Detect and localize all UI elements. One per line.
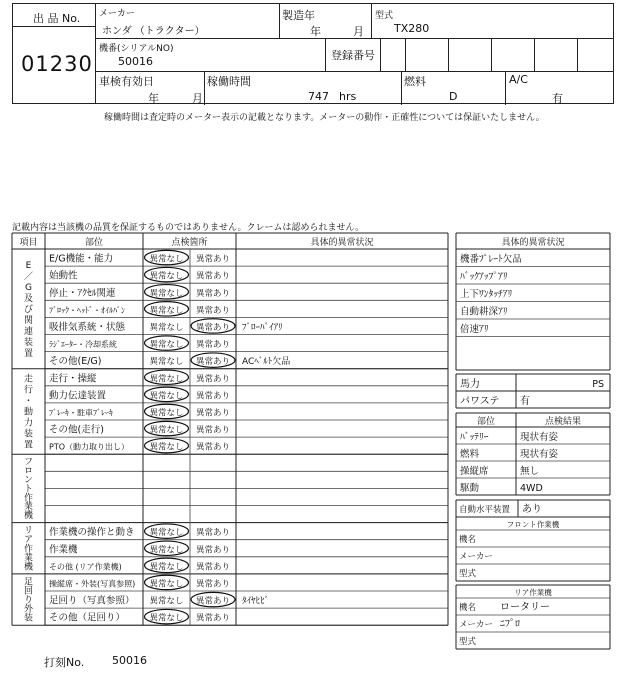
abnormal-label: 異常あり (195, 579, 231, 590)
abnormal-label: 異常あり (195, 528, 231, 539)
operating-hours-unit: hrs (339, 90, 357, 103)
abnormal-label: 異常あり (195, 613, 231, 624)
right-detail-header: 具体的異常状況 (501, 238, 565, 248)
normal-label: 異常なし (149, 357, 184, 368)
abnormal-label: 異常あり (195, 442, 231, 453)
group-label: リア作業機 (23, 526, 34, 573)
row-part-label: 作業機の操作と動き (49, 527, 135, 539)
auto-level-value: あり (522, 504, 542, 515)
normal-label: 異常なし (149, 613, 184, 624)
hours-note: 稼働時間は査定時のメーター表示の記載となります。メーターの動作・正確性については保証いたしません。 (104, 113, 545, 123)
row-detail: ACﾍﾞﾙﾄ欠品 (242, 357, 291, 368)
check-result: 4WD (520, 483, 543, 494)
front-implement-row-label: メーカー (459, 552, 493, 562)
abnormal-label: 異常あり (195, 288, 231, 299)
rear-implement-row-label: メーカー (459, 620, 493, 630)
model-label: 型式 (375, 11, 394, 21)
fuel-value: D (449, 90, 458, 103)
front-implement-row-label: 型式 (459, 569, 477, 579)
row-part-label: その他 (リア作業機) (49, 562, 122, 572)
check-result: 現状有姿 (520, 449, 559, 460)
checks-header-part: 部位 (476, 417, 496, 427)
row-part-label: ﾌﾞﾚｰｷ・駐車ﾌﾞﾚｰｷ (49, 408, 113, 418)
operating-hours-label: 稼働時間 (207, 75, 251, 88)
normal-label: 異常なし (149, 322, 184, 333)
maker-label: メーカー (99, 9, 135, 19)
row-part-label: E/G機能・能力 (49, 253, 114, 265)
abnormal-label: 異常あり (195, 340, 231, 351)
abnormal-label: 異常あり (195, 562, 231, 573)
abnormal-label: 異常あり (195, 357, 231, 368)
col-header-check: 点検箇所 (171, 238, 208, 248)
col-header-detail: 具体的異常状況 (310, 238, 374, 248)
manufacture-month-unit: 月 (353, 25, 364, 38)
col-header-part: 部位 (84, 238, 104, 248)
normal-label: 異常なし (149, 562, 184, 573)
abnormal-label: 異常あり (195, 545, 231, 556)
horsepower-label: 馬力 (460, 379, 480, 390)
normal-label: 異常なし (149, 254, 184, 265)
group-label: 足回り外装 (23, 577, 34, 624)
row-part-label: 足回り（写真参照） (49, 595, 135, 607)
normal-label: 異常なし (149, 288, 184, 299)
check-result: 無し (520, 466, 540, 477)
row-part-label: ﾌﾞﾛｯｸ・ﾍｯﾄﾞ・ｵｲﾙﾊﾟﾝ (49, 305, 125, 315)
front-implement-row-label: 機名 (459, 535, 477, 545)
right-detail-item: 上下ﾜﾝﾀｯﾁｱﾘ (460, 289, 513, 300)
row-part-label: ﾗｼﾞｴｰﾀｰ・冷却系統 (49, 340, 117, 350)
abnormal-label: 異常あり (195, 254, 231, 265)
right-detail-item: ﾊﾞｯｸｱｯﾌﾟｱﾘ (460, 271, 508, 283)
lot-number-label: 出 品 No. (33, 12, 81, 25)
serial-value: 50016 (118, 55, 153, 68)
abnormal-label: 異常あり (195, 305, 231, 316)
abnormal-label: 異常あり (195, 391, 231, 402)
registration-label: 登録番号 (331, 49, 375, 62)
row-detail: ﾀｲﾔﾋﾋﾞ (242, 596, 270, 607)
group-label: 走行・動力装置 (23, 374, 34, 451)
right-detail-item: 機番ﾌﾟﾚｰﾄ欠品 (460, 254, 522, 265)
normal-label: 異常なし (149, 305, 184, 316)
normal-label: 異常なし (149, 425, 184, 436)
fuel-label: 燃料 (404, 75, 426, 88)
inspection-year-unit: 年 (148, 92, 159, 105)
operating-hours-value: 747 (308, 90, 329, 103)
abnormal-label: 異常あり (195, 271, 231, 282)
normal-label: 異常なし (149, 374, 184, 385)
normal-label: 異常なし (149, 408, 184, 419)
front-implement-header: フロント作業機 (506, 520, 560, 529)
normal-label: 異常なし (149, 596, 184, 607)
group-label: フロント作業機 (23, 457, 34, 522)
stamp-number-label: 打刻No. (44, 656, 85, 669)
stamp-number-value: 50016 (112, 654, 147, 667)
row-detail: ﾌﾞﾛｰﾊﾞｲｱﾘ (242, 322, 283, 333)
normal-label: 異常なし (149, 271, 184, 282)
group-label: E ／ G 及び関連装置 (23, 260, 34, 359)
check-part: 操縦席 (460, 466, 489, 477)
lot-number: 01230 (21, 52, 93, 76)
check-part: 駆動 (460, 483, 480, 494)
normal-label: 異常なし (149, 442, 184, 453)
abnormal-label: 異常あり (195, 322, 231, 333)
row-part-label: 作業機 (49, 544, 78, 556)
check-part: ﾊﾞｯﾃﾘｰ (460, 432, 489, 443)
row-part-label: 動力伝達装置 (49, 390, 107, 402)
row-part-label: その他(E/G) (49, 356, 102, 368)
ac-value: 有 (552, 92, 563, 105)
inspection-date-label: 車検有効日 (99, 75, 154, 88)
checks-header-result: 点検結果 (544, 417, 582, 427)
manufacture-year-unit: 年 (310, 25, 321, 38)
check-part: 燃料 (460, 449, 480, 460)
check-result: 現状有姿 (520, 432, 559, 443)
power-steering-label: パワステ (460, 396, 500, 407)
power-steering-value: 有 (520, 396, 530, 407)
rear-implement-row-label: 機名 (459, 603, 477, 613)
manufacture-year-label: 製造年 (282, 9, 315, 22)
rear-implement-row-label: 型式 (459, 637, 477, 647)
abnormal-label: 異常あり (195, 425, 231, 436)
row-part-label: その他(走行) (49, 424, 104, 436)
ac-label: A/C (509, 73, 528, 86)
normal-label: 異常なし (149, 545, 184, 556)
rear-implement-header: リア作業機 (514, 588, 552, 597)
row-part-label: その他（足回り） (49, 612, 126, 624)
abnormal-label: 異常あり (195, 408, 231, 419)
normal-label: 異常なし (149, 579, 184, 590)
row-part-label: 始動性 (49, 270, 78, 282)
rear-implement-row-value: ﾆﾌﾟﾛ (500, 619, 520, 630)
maker-value: ホンダ （トラクター） (102, 26, 205, 37)
right-detail-item: 自動耕深ｱﾘ (460, 306, 508, 318)
right-detail-item: 倍速ｱﾘ (460, 324, 489, 335)
auto-level-label: 自動水平装置 (459, 505, 511, 515)
col-header-item: 項目 (19, 238, 38, 248)
normal-label: 異常なし (149, 340, 184, 351)
normal-label: 異常なし (149, 528, 184, 539)
serial-label: 機番(シリアルNO) (99, 44, 174, 54)
normal-label: 異常なし (149, 391, 184, 402)
rear-implement-row-value: ロータリー (500, 602, 550, 613)
inspection-month-unit: 月 (192, 92, 203, 105)
row-part-label: 吸排気系統・状態 (49, 321, 126, 333)
row-part-label: 走行・操縦 (49, 373, 97, 385)
model-value: TX280 (394, 22, 430, 35)
row-part-label: 操縦席・外装(写真参照) (49, 579, 136, 589)
row-part-label: 停止・ｱｸｾﾙ関連 (49, 287, 116, 299)
row-part-label: PTO（動力取り出し） (49, 442, 130, 452)
abnormal-label: 異常あり (195, 374, 231, 385)
horsepower-unit: PS (592, 379, 604, 390)
abnormal-label: 異常あり (195, 596, 231, 607)
disclaimer: 記載内容は当該機の品質を保証するものではありません。クレームは認められません。 (12, 223, 365, 233)
